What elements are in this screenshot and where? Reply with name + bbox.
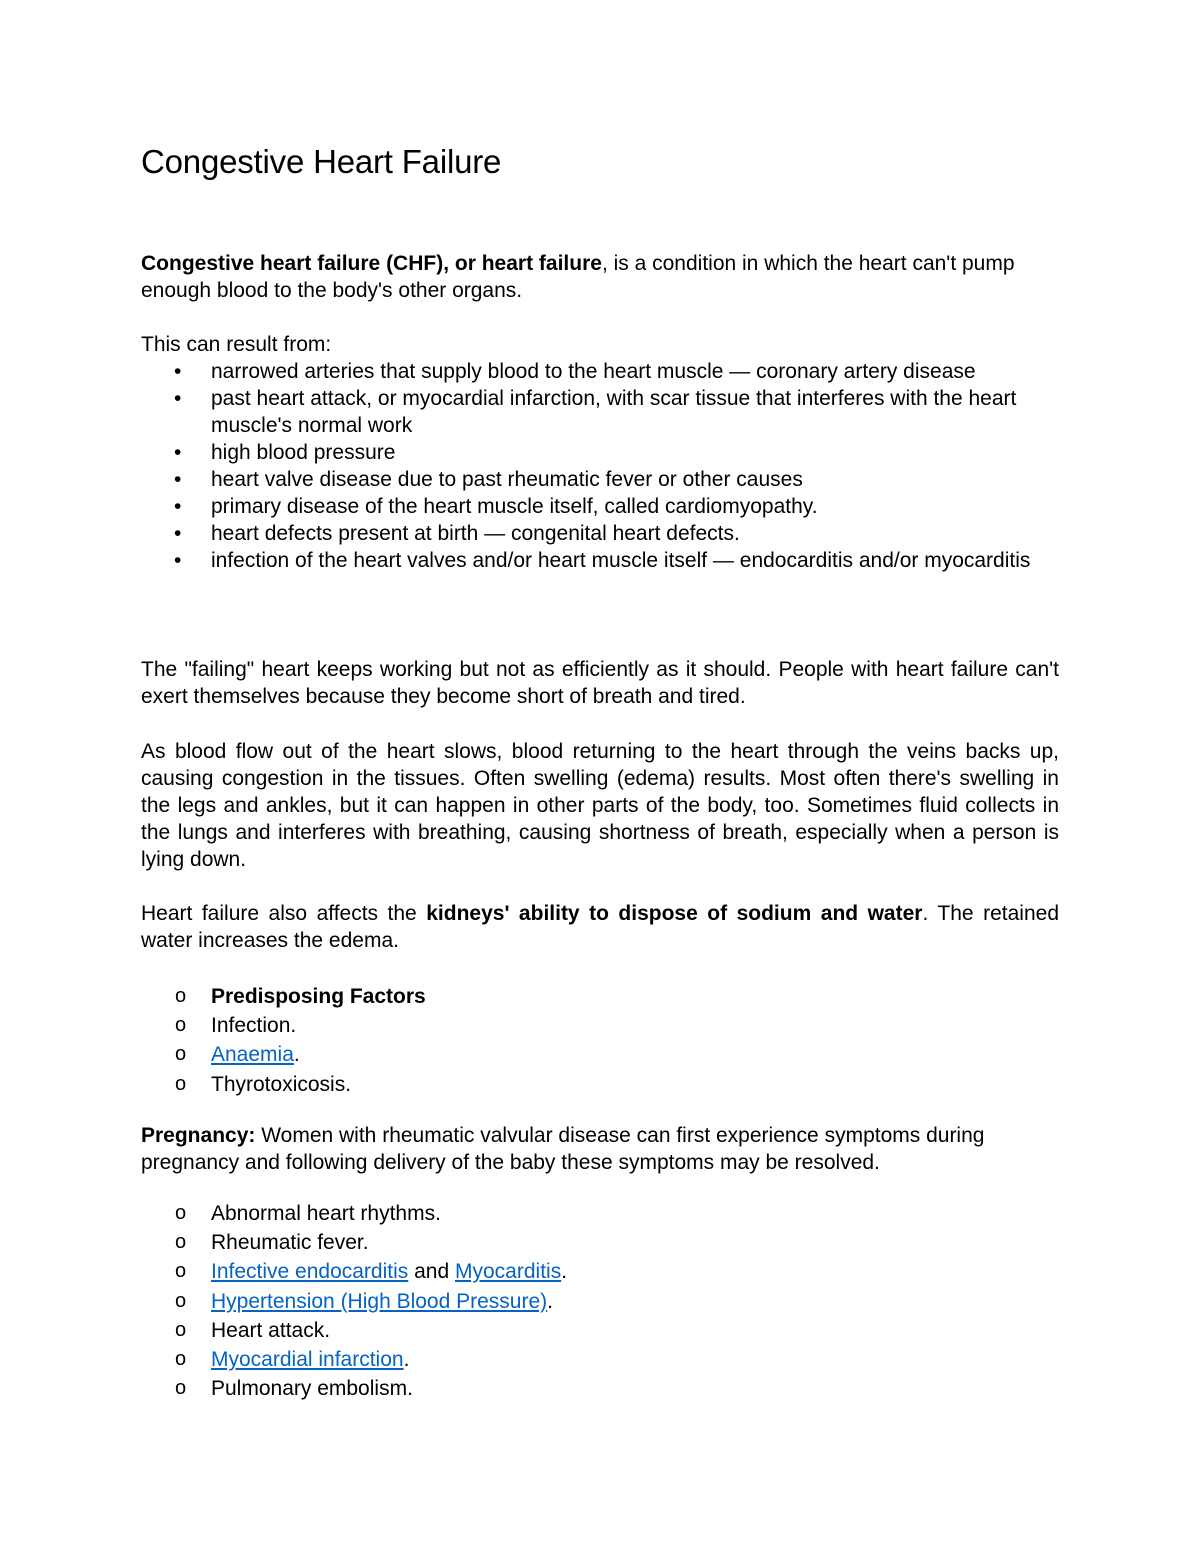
bullet-icon: •: [174, 441, 182, 464]
failing-paragraph: The "failing" heart keeps working but not as efficiently as it should. People with heart failure can't exert themselves because they become short of breath and tired.: [141, 658, 1059, 708]
circle-bullet-icon: o: [175, 985, 187, 1007]
list-item: o Anaemia.: [141, 1040, 1059, 1069]
kidney-paragraph: Heart failure also affects the kidneys' ability to dispose of sodium and water. The retained water increases the edema.: [141, 902, 1059, 952]
circle-bullet-icon: o: [175, 1318, 187, 1341]
causes-heading: This can result from:: [141, 333, 332, 356]
list-item: o Myocardial infarction.: [141, 1345, 1059, 1374]
hypertension-link[interactable]: Hypertension (High Blood Pressure): [211, 1289, 548, 1313]
list-item: • heart defects present at birth — congenital heart defects.: [174, 522, 740, 545]
list-item: o Abnormal heart rhythms.: [141, 1199, 1059, 1228]
circle-bullet-icon: o: [175, 1348, 187, 1371]
list-item: o Thyrotoxicosis.: [141, 1070, 1059, 1099]
infective-endocarditis-link[interactable]: Infective endocarditis: [211, 1260, 409, 1284]
pregnancy-paragraph: Pregnancy: Women with rheumatic valvular disease can first experience symptoms during pregnancy and following delivery of the baby these symptoms may be resolved.: [141, 1124, 985, 1174]
intro-bold: Congestive heart failure (CHF), or heart failure: [141, 252, 602, 275]
intro-text: , is a condition in which the heart can't pump enough blood to the body's other organs.: [141, 252, 1015, 302]
list-item: • past heart attack, or myocardial infarction, with scar tissue that interferes with the heart muscle's normal work: [174, 387, 1017, 437]
list-item: • narrowed arteries that supply blood to the heart muscle — coronary artery disease: [174, 360, 976, 383]
list-item: [141, 982, 1059, 1011]
page-title: Congestive Heart Failure: [141, 143, 502, 180]
circle-bullet-icon: o: [175, 1202, 187, 1224]
list-item: o Rheumatic fever.: [141, 1228, 1059, 1257]
circle-bullet-icon: o: [175, 1072, 187, 1095]
bullet-icon: •: [174, 495, 182, 518]
anaemia-link[interactable]: Anaemia: [211, 1043, 294, 1067]
circle-bullet-icon: o: [175, 1043, 187, 1066]
circle-bullet-icon: o: [175, 1377, 187, 1400]
causes-list: [141, 358, 1059, 574]
myocardial-infarction-link[interactable]: Myocardial infarction: [211, 1348, 404, 1372]
intro-paragraph: [141, 250, 1059, 304]
list-item: • heart valve disease due to past rheumatic fever or other causes: [174, 468, 803, 491]
kidney-bold: kidneys' ability to dispose of sodium and water: [426, 902, 923, 925]
blood-flow-paragraph: As blood flow out of the heart slows, blood returning to the heart through the veins backs up, causing congestion in the tissues. Often swelling (edema) results. Most often there's swelling in the legs and ankles, but it can happen in other parts of the body, too. Sometimes fluid collects in the lungs and interferes with breathing, causing shortness of breath, especially when a person is lying down.: [141, 740, 1059, 871]
more-factors-list: [141, 1199, 1059, 1403]
bullet-icon: •: [174, 522, 182, 545]
list-item: o Infective endocarditis and Myocarditis.: [141, 1257, 1059, 1286]
circle-bullet-icon: o: [175, 1260, 187, 1283]
list-item: o Hypertension (High Blood Pressure).: [141, 1287, 1059, 1316]
circle-bullet-icon: o: [175, 1289, 187, 1312]
list-item: o Pulmonary embolism.: [141, 1374, 1059, 1403]
list-item: o Infection.: [141, 1011, 1059, 1040]
circle-bullet-icon: o: [175, 1231, 187, 1254]
pregnancy-bold: Pregnancy:: [141, 1124, 256, 1147]
bullet-icon: •: [174, 387, 182, 410]
list-item: • infection of the heart valves and/or heart muscle itself — endocarditis and/or myocarditis: [174, 549, 1031, 572]
bullet-icon: •: [174, 468, 182, 491]
list-item: o Heart attack.: [141, 1316, 1059, 1345]
myocarditis-link[interactable]: Myocarditis: [455, 1260, 562, 1284]
factors-heading: Predisposing Factors: [211, 985, 426, 1008]
bullet-icon: •: [174, 360, 182, 383]
list-item: • primary disease of the heart muscle itself, called cardiomyopathy.: [174, 495, 818, 518]
list-item: • high blood pressure: [174, 441, 396, 464]
predisposing-factors-list: [141, 982, 1059, 1099]
bullet-icon: •: [174, 549, 182, 572]
circle-bullet-icon: o: [175, 1014, 187, 1037]
